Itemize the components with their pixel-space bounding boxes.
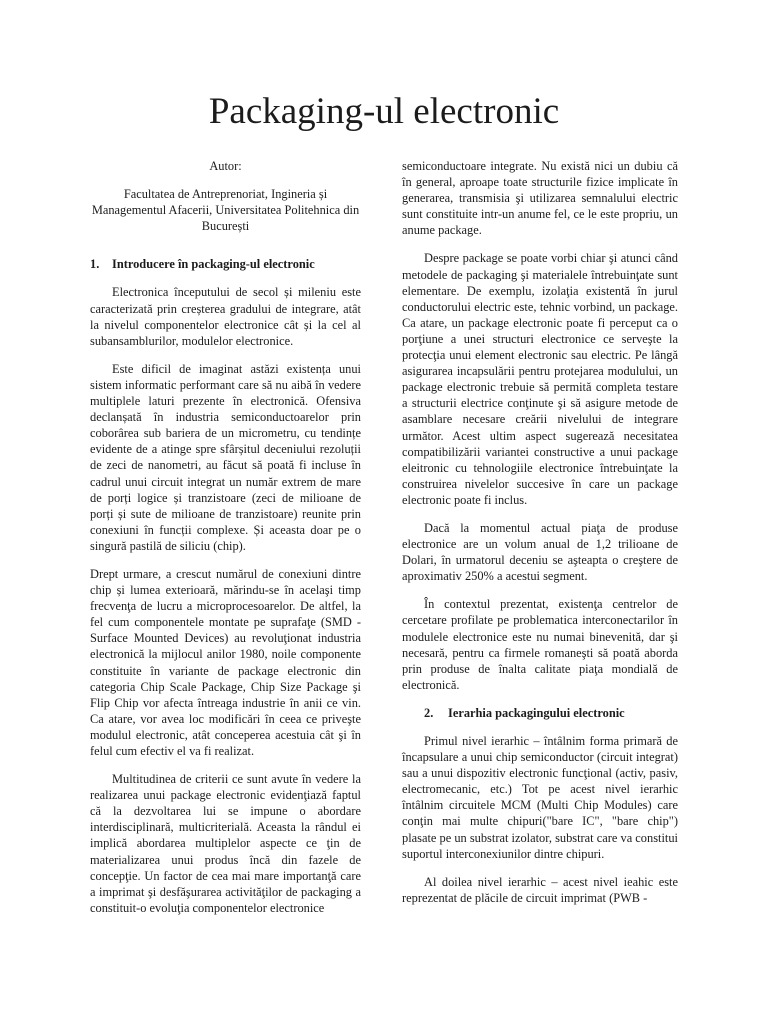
- paragraph: Multitudinea de criterii ce sunt avute în vedere la realizarea unui package electronic evidenţiază faptul că la dezvoltarea lui se impune o abordare interdisciplinară, multicriterială. Aceasta la rândul ei implică abordarea multiplelor aspecte ce ţin de materializarea unui produs încă din fazele de concepţie. Un factor de cea mai mare importanţă care a imprimat şi desfăşurarea activităţilor de packaging a constituit-o evoluţia componentelor electronice: [90, 772, 361, 915]
- section-heading-1: [90, 256, 361, 272]
- paragraph: Dacă la momentul actual piaţa de produse electronice are un volum anual de 1,2 trilioane de Dolari, în urmatorul deceniu se aşteapta o creştere de aproximativ 250% a acestui segment.: [402, 520, 678, 584]
- section-title-1: Introducere în packaging-ul electronic: [112, 257, 315, 272]
- paragraph: Despre package se poate vorbi chiar şi atunci când metodele de packaging şi materialele întrebuinţate sunt elementare. De exemplu, izolaţia existentă în jurul conductorului electric este, tehnic vorbind, un package. Ca atare, un package electronic poate fi perceput ca o porţiune a unei structuri electronice ce serveşte la protecţia unui element electronic sau electric. Pe lângă asigurarea incapsulării pentru protejarea modulului, un package electronic trebuie să permită completa testare a structurii electrice conţinute şi să asigure metode de asamblare necesare creării nivelului de integrare următor. Acest ultim aspect sugerează necesitatea compatibilizării variantei constructive a unui package eleitronic cu tehnologiile electronice întrebuinţate la construirea nivelelor succesive în care un package electronic poate fi inclus.: [402, 251, 678, 507]
- author-label: Autor:: [209, 159, 242, 173]
- section-number-2: 2.: [424, 705, 434, 720]
- paragraph: Drept urmare, a crescut numărul de conexiuni dintre chip și lumea exterioară, mărindu-se în acelaşi timp frecvenţa de lucru a microprocesoarelor. De altfel, la fel cum componentele montate pe suprafaţe (SMD - Surface Mounted Devices) au revoluţionat industria electronică la mijlocul anilor 1980, noile componente constituite în variante de package electronic din categoria Chip Scale Package, Chip Size Package şi Flip Chip vor afecta întreaga industrie în anii ce vin. Ca atare, vor avea loc modificări în ceea ce priveşte modulul electronic, atât conceperea acestuia cât şi în felul cum efectiv el va fi realizat.: [90, 566, 361, 758]
- paragraph: Electronica începutului de secol și mileniu este caracterizată prin creșterea gradului de integrare, atât la nivelul componentelor electronice cât și la cel al subansamblurilor, modulelor electronice.: [90, 285, 361, 348]
- section-heading-2: [402, 705, 678, 721]
- paragraph: semiconductoare integrate. Nu există nici un dubiu că în general, aproape toate structurile fizice implicate în generarea, transmisia şi utilizarea semnalului electric sunt constituite intr-un anume fel, ce le este propriu, un anume package.: [402, 159, 678, 238]
- section-number-1: 1.: [90, 257, 100, 272]
- left-column: [90, 158, 361, 928]
- paragraph: Primul nivel ierarhic – întâlnim forma primară de încapsulare a unui chip semiconductor (circuit integrat) sau a unui dispozitiv electronic funcţional (activ, pasiv, electromecanic, etc.) Tot pe acest nivel ierarhic întâlnim circuitele MCM (Multi Chip Modules) care conţin mai multe chipuri("bare IC", "bare chip") plasate pe un substrat izolator, substrat care va constitui suportul interconexiunilor dintre chipuri.: [402, 734, 678, 861]
- page-title: Packaging-ul electronic: [208, 91, 560, 132]
- right-column: [402, 158, 678, 918]
- section-title-2: Ierarhia packagingului electronic: [448, 705, 625, 720]
- paragraph: Al doilea nivel ierarhic – acest nivel ieahic este reprezentat de plăcile de circuit imprimat (PWB -: [402, 874, 678, 905]
- paragraph: În contextul prezentat, existenţa centrelor de cercetare profilate pe problematica interconectarilor în modulele electronice este nu numai binevenită, dar şi necesară, pentru ca firmele romaneşti să poată aborda prin produse de înalta calitate piaţa mondială de electronică.: [402, 597, 678, 692]
- paragraph: Este dificil de imaginat astăzi existența unui sistem informatic performant care să nu aibă în vedere multiplele laturi prezente în electronică. Ofensiva declanșată în industria semiconductoarelor prin coborârea sub bariera de un micrometru, cu tendințe evidente de a atinge spre sfârșitul deceniului rezoluții de zeci de nanometri, au făcut să poată fi incluse în cadrul unui circuit integrat un număr extrem de mare de porți logice și tranzistoare (zeci de milioane de porți și sute de milioane de tranzistoare) reunite prin conexiuni în funcții complexe. Și aceasta doar pe o singură pastilă de siliciu (chip).: [90, 361, 361, 553]
- author-affiliation: Facultatea de Antreprenoriat, Ingineria și Managementul Afacerii, Universitatea Politehnica din București: [91, 187, 360, 234]
